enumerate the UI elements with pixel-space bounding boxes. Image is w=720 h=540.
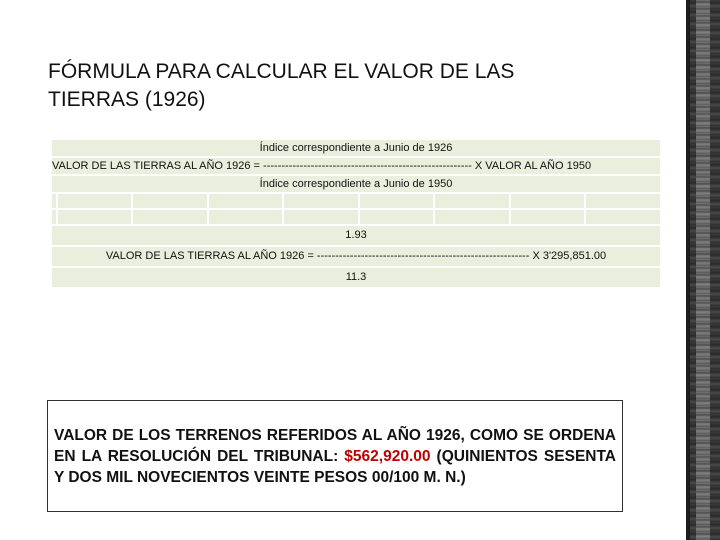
- title-line-1: FÓRMULA PARA CALCULAR EL VALOR DE LAS: [48, 60, 515, 83]
- numerator-label: Índice correspondiente a Junio de 1926: [52, 140, 660, 156]
- result-amount: $562,920.00: [344, 448, 431, 465]
- decorative-edge-strip: [686, 0, 720, 540]
- result-text: [54, 425, 616, 488]
- formula-table: [50, 138, 662, 289]
- denominator-label: Índice correspondiente a Junio de 1950: [52, 176, 660, 192]
- equation-values-line: VALOR DE LAS TIERRAS AL AÑO 1926 = ---------------------------------------------------------- X 3'295,851.00: [52, 247, 660, 266]
- result-box: [47, 400, 623, 512]
- title-line-2: TIERRAS (1926): [48, 88, 206, 111]
- result-text-after: (QUINIENTOS SESENTA Y DOS MIL NOVECIENTOS VEINTE PESOS 00/100 M. N.): [54, 448, 616, 486]
- denominator-value: 11.3: [52, 268, 660, 287]
- empty-row: [52, 194, 660, 208]
- slide-title: [48, 58, 648, 114]
- empty-row: [52, 210, 660, 224]
- equation-line: VALOR DE LAS TIERRAS AL AÑO 1926 = --------------------------------------------------------- X VALOR AL AÑO 1950: [52, 158, 660, 174]
- numerator-value: 1.93: [52, 226, 660, 245]
- result-text-before: VALOR DE LOS TERRENOS REFERIDOS AL AÑO 1926, COMO SE ORDENA EN LA RESOLUCIÓN DEL TRIBUNAL:: [54, 427, 616, 465]
